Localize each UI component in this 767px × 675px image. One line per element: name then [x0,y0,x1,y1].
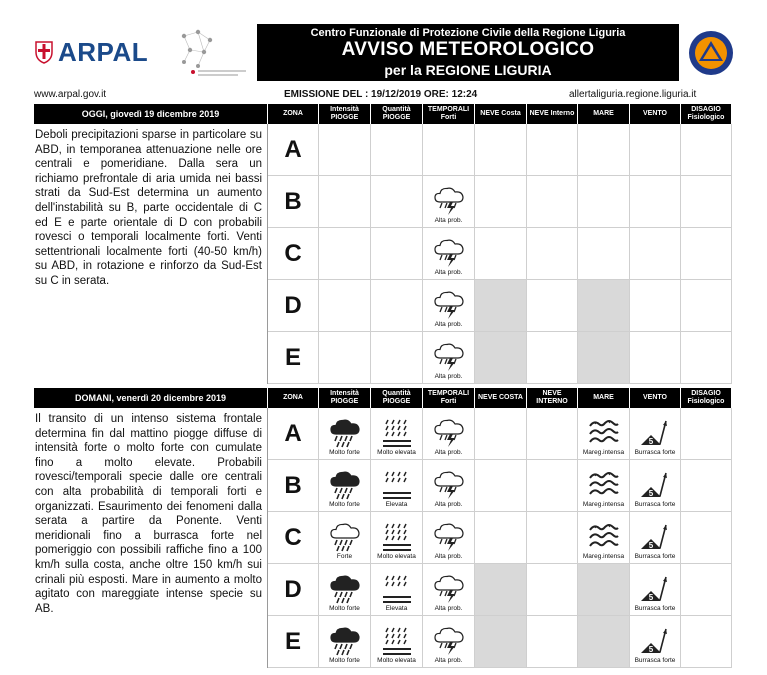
tomorrow-cell-C-6 [578,512,630,564]
today-cell-C-2 [371,228,423,280]
thunder-cloud-icon [432,418,466,448]
today-cell-B-1 [319,176,371,228]
today-col-header-4: NEVE Costa [475,104,526,124]
tomorrow-caption-A-mare: Mareg.intensa [582,449,625,456]
today-col-header-7: VENTO [630,104,680,124]
tomorrow-col-header-8: DISAGIO Fisiologico [681,388,731,408]
tomorrow-cell-B-8 [681,460,732,512]
rain-cloud-icon [328,626,362,656]
tomorrow-caption-E-vento: Burrasca forte [634,657,676,664]
tomorrow-caption-B-pioggia_int: Molto forte [329,501,360,508]
tomorrow-caption-B-temporali: Alta prob. [434,501,463,508]
rain-accumulation-icon [380,626,414,656]
sea-waves-icon [587,470,621,500]
tomorrow-caption-A-pioggia_qta: Molto elevata [377,449,416,456]
arpal-logo [34,38,148,66]
svg-text:5: 5 [648,593,654,602]
today-cell-D-4 [475,280,527,332]
today-cell-D-7 [630,280,681,332]
thunder-cloud-icon [432,470,466,500]
tomorrow-caption-D-vento: Burrasca forte [634,605,676,612]
tomorrow-cell-A-7 [630,408,681,460]
tomorrow-cell-C-8 [681,512,732,564]
tomorrow-cell-D-3 [423,564,475,616]
tomorrow-cell-D-5 [527,564,578,616]
tomorrow-cell-B-3 [423,460,475,512]
today-cell-D-8 [681,280,732,332]
today-cell-B-2 [371,176,423,228]
tomorrow-caption-B-vento: Burrasca forte [634,501,676,508]
thunder-cloud-icon [432,522,466,552]
today-cell-A-5 [527,124,578,176]
tomorrow-caption-E-pioggia_int: Molto forte [329,657,360,664]
thunder-cloud-icon [432,238,466,268]
emission-timestamp: EMISSIONE DEL : 19/12/2019 ORE: 12:24 [284,89,478,100]
tomorrow-cell-D-7 [630,564,681,616]
tomorrow-col-header-7: VENTO [630,388,680,408]
today-col-header-3: TEMPORALI Forti [423,104,474,124]
rain-cloud-icon [328,418,362,448]
today-cell-C-6 [578,228,630,280]
today-day-header: OGGI, giovedì 19 dicembre 2019 [34,104,267,124]
today-col-header-2: Quantità PIOGGE [371,104,422,124]
today-col-header-5: NEVE Interno [527,104,577,124]
tomorrow-caption-D-pioggia_qta: Elevata [385,605,408,612]
tomorrow-cell-D-2 [371,564,423,616]
tomorrow-cell-E-4 [475,616,527,668]
tomorrow-zone-E: E [268,616,319,668]
tomorrow-col-header-5: NEVE INTERNO [527,388,577,408]
today-col-header-0: ZONA [268,104,318,124]
tomorrow-caption-B-mare: Mareg.intensa [582,501,625,508]
today-forecast-text: Deboli precipitazioni sparse in particolare su ABD, in temporanea attenuazione nelle ore centrali e pomeridiane. Dalla sera un richiamo prefrontale di aria umida nei bassi strati da Sud-Est determina un aumento dell'instabilità su B, parte occidentale di C ed E e parte orientale di D con probabili rovesci o temporali localmente forti. Venti settentrionali localmente forti (40-50 km/h) su ABD, in rotazione e rinforzo da Sud-Est su C in serata. [35,129,262,287]
tomorrow-cell-C-5 [527,512,578,564]
today-zone-A: A [268,124,319,176]
today-cell-E-5 [527,332,578,384]
tomorrow-cell-A-2 [371,408,423,460]
today-cell-C-5 [527,228,578,280]
tomorrow-cell-B-5 [527,460,578,512]
bulletin-title: AVVISO METEOROLOGICO [341,39,595,60]
bulletin-subtitle: per la REGIONE LIGURIA [384,62,552,78]
tomorrow-caption-A-vento: Burrasca forte [634,449,676,456]
today-caption-E-temporali: Alta prob. [434,373,463,380]
tomorrow-cell-A-6 [578,408,630,460]
rain-accumulation-icon [380,574,414,604]
rain-cloud-icon [328,470,362,500]
svg-text:5: 5 [648,489,654,498]
tomorrow-caption-C-mare: Mareg.intensa [582,553,625,560]
tomorrow-caption-A-pioggia_int: Molto forte [329,449,360,456]
today-cell-E-8 [681,332,732,384]
svg-text:5: 5 [648,437,654,446]
tomorrow-caption-D-temporali: Alta prob. [434,605,463,612]
today-cell-A-1 [319,124,371,176]
rain-accumulation-icon [380,470,414,500]
tomorrow-col-header-2: Quantità PIOGGE [371,388,422,408]
today-cell-C-8 [681,228,732,280]
tomorrow-caption-A-temporali: Alta prob. [434,449,463,456]
liguria-shield-icon [34,40,54,64]
tomorrow-cell-B-1 [319,460,371,512]
tomorrow-cell-A-5 [527,408,578,460]
tomorrow-cell-D-6 [578,564,630,616]
svg-text:5: 5 [648,541,654,550]
sea-waves-icon [587,418,621,448]
today-cell-C-1 [319,228,371,280]
today-cell-A-2 [371,124,423,176]
wind-gale-icon [638,522,672,552]
wind-gale-icon [638,418,672,448]
rain-cloud-icon [328,522,362,552]
tomorrow-zone-A: A [268,408,319,460]
tomorrow-cell-B-4 [475,460,527,512]
tomorrow-forecast-text: Il transito di un intenso sistema frontale determina fin dal mattino piogge diffuse di intensità forte o molto forte con cumulate fino a molto elevate. Probabili rovesci/temporali specie dalle ore centrali con alta probabilità di temporali forti e organizzati. Esaurimento dei fenomeni dalla serata a partire da Ponente. Venti meridionali fino a burrasca forte nel pomeriggio con possibili raffiche fino a 100 km/h sulla costa, anche oltre 150 km/h sui crinali più esposti. Mare in aumento a molto agitato con mareggiate intense specie su AB. [35,413,262,615]
protezione-civile-logo-icon [688,30,734,76]
thunder-cloud-icon [432,186,466,216]
tomorrow-caption-D-pioggia_int: Molto forte [329,605,360,612]
today-cell-B-4 [475,176,527,228]
today-cell-E-2 [371,332,423,384]
tomorrow-zone-C: C [268,512,319,564]
tomorrow-col-header-1: Intensità PIOGGE [319,388,370,408]
tomorrow-caption-C-pioggia_qta: Molto elevata [377,553,416,560]
tomorrow-caption-E-temporali: Alta prob. [434,657,463,664]
centro-funzionale-label: Centro Funzionale di Protezione Civile della Regione Liguria [310,27,626,39]
tomorrow-caption-C-vento: Burrasca forte [634,553,676,560]
rain-cloud-icon [328,574,362,604]
sea-waves-icon [587,522,621,552]
today-zone-E: E [268,332,319,384]
tomorrow-cell-D-8 [681,564,732,616]
thunder-cloud-icon [432,290,466,320]
tomorrow-caption-B-pioggia_qta: Elevata [385,501,408,508]
tomorrow-zone-B: B [268,460,319,512]
bulletin-title-box [257,24,679,81]
today-divider [267,124,268,384]
today-cell-D-3 [423,280,475,332]
tomorrow-cell-C-7 [630,512,681,564]
today-col-header-6: MARE [578,104,629,124]
today-cell-B-6 [578,176,630,228]
tomorrow-cell-E-3 [423,616,475,668]
tomorrow-cell-E-8 [681,616,732,668]
today-zone-D: D [268,280,319,332]
arpal-website-link[interactable]: www.arpal.gov.it [34,89,107,100]
tomorrow-cell-E-7 [630,616,681,668]
rain-accumulation-icon [380,522,414,552]
today-cell-A-7 [630,124,681,176]
tomorrow-cell-B-7 [630,460,681,512]
tomorrow-cell-D-1 [319,564,371,616]
today-cell-E-3 [423,332,475,384]
tomorrow-day-header: DOMANI, venerdì 20 dicembre 2019 [34,388,267,408]
today-cell-E-4 [475,332,527,384]
today-col-header-8: DISAGIO Fisiologico [681,104,731,124]
tomorrow-cell-E-6 [578,616,630,668]
tomorrow-cell-C-2 [371,512,423,564]
tomorrow-cell-A-3 [423,408,475,460]
tomorrow-col-header-4: NEVE COSTA [475,388,526,408]
tomorrow-cell-B-6 [578,460,630,512]
today-col-header-1: Intensità PIOGGE [319,104,370,124]
today-cell-B-3 [423,176,475,228]
thunder-cloud-icon [432,342,466,372]
tomorrow-caption-C-pioggia_int: Forte [336,553,353,560]
today-cell-E-7 [630,332,681,384]
tomorrow-cell-C-4 [475,512,527,564]
tomorrow-cell-C-3 [423,512,475,564]
svg-text:5: 5 [648,645,654,654]
wind-gale-icon [638,626,672,656]
today-cell-D-1 [319,280,371,332]
today-cell-D-5 [527,280,578,332]
tomorrow-cell-D-4 [475,564,527,616]
today-cell-D-2 [371,280,423,332]
tomorrow-cell-C-1 [319,512,371,564]
tomorrow-cell-E-2 [371,616,423,668]
today-cell-A-8 [681,124,732,176]
today-cell-C-4 [475,228,527,280]
today-caption-C-temporali: Alta prob. [434,269,463,276]
today-cell-A-3 [423,124,475,176]
today-cell-C-7 [630,228,681,280]
tomorrow-col-header-3: TEMPORALI Forti [423,388,474,408]
thunder-cloud-icon [432,626,466,656]
tomorrow-cell-A-1 [319,408,371,460]
today-cell-B-7 [630,176,681,228]
rain-accumulation-icon [380,418,414,448]
network-logo-icon [176,26,256,80]
tomorrow-cell-E-1 [319,616,371,668]
arpal-logo-text: ARPAL [58,36,149,67]
today-cell-A-6 [578,124,630,176]
today-caption-B-temporali: Alta prob. [434,217,463,224]
today-cell-E-1 [319,332,371,384]
tomorrow-cell-E-5 [527,616,578,668]
today-caption-D-temporali: Alta prob. [434,321,463,328]
today-zone-C: C [268,228,319,280]
tomorrow-cell-B-2 [371,460,423,512]
wind-gale-icon [638,470,672,500]
tomorrow-caption-C-temporali: Alta prob. [434,553,463,560]
tomorrow-col-header-0: ZONA [268,388,318,408]
thunder-cloud-icon [432,574,466,604]
today-cell-C-3 [423,228,475,280]
tomorrow-caption-E-pioggia_qta: Molto elevata [377,657,416,664]
today-cell-D-6 [578,280,630,332]
tomorrow-cell-A-4 [475,408,527,460]
tomorrow-divider [267,408,268,668]
today-zone-B: B [268,176,319,228]
today-cell-A-4 [475,124,527,176]
tomorrow-col-header-6: MARE [578,388,629,408]
tomorrow-cell-A-8 [681,408,732,460]
tomorrow-zone-D: D [268,564,319,616]
today-cell-B-5 [527,176,578,228]
today-cell-E-6 [578,332,630,384]
wind-gale-icon [638,574,672,604]
allerta-website-link[interactable]: allertaliguria.regione.liguria.it [569,89,697,100]
today-cell-B-8 [681,176,732,228]
